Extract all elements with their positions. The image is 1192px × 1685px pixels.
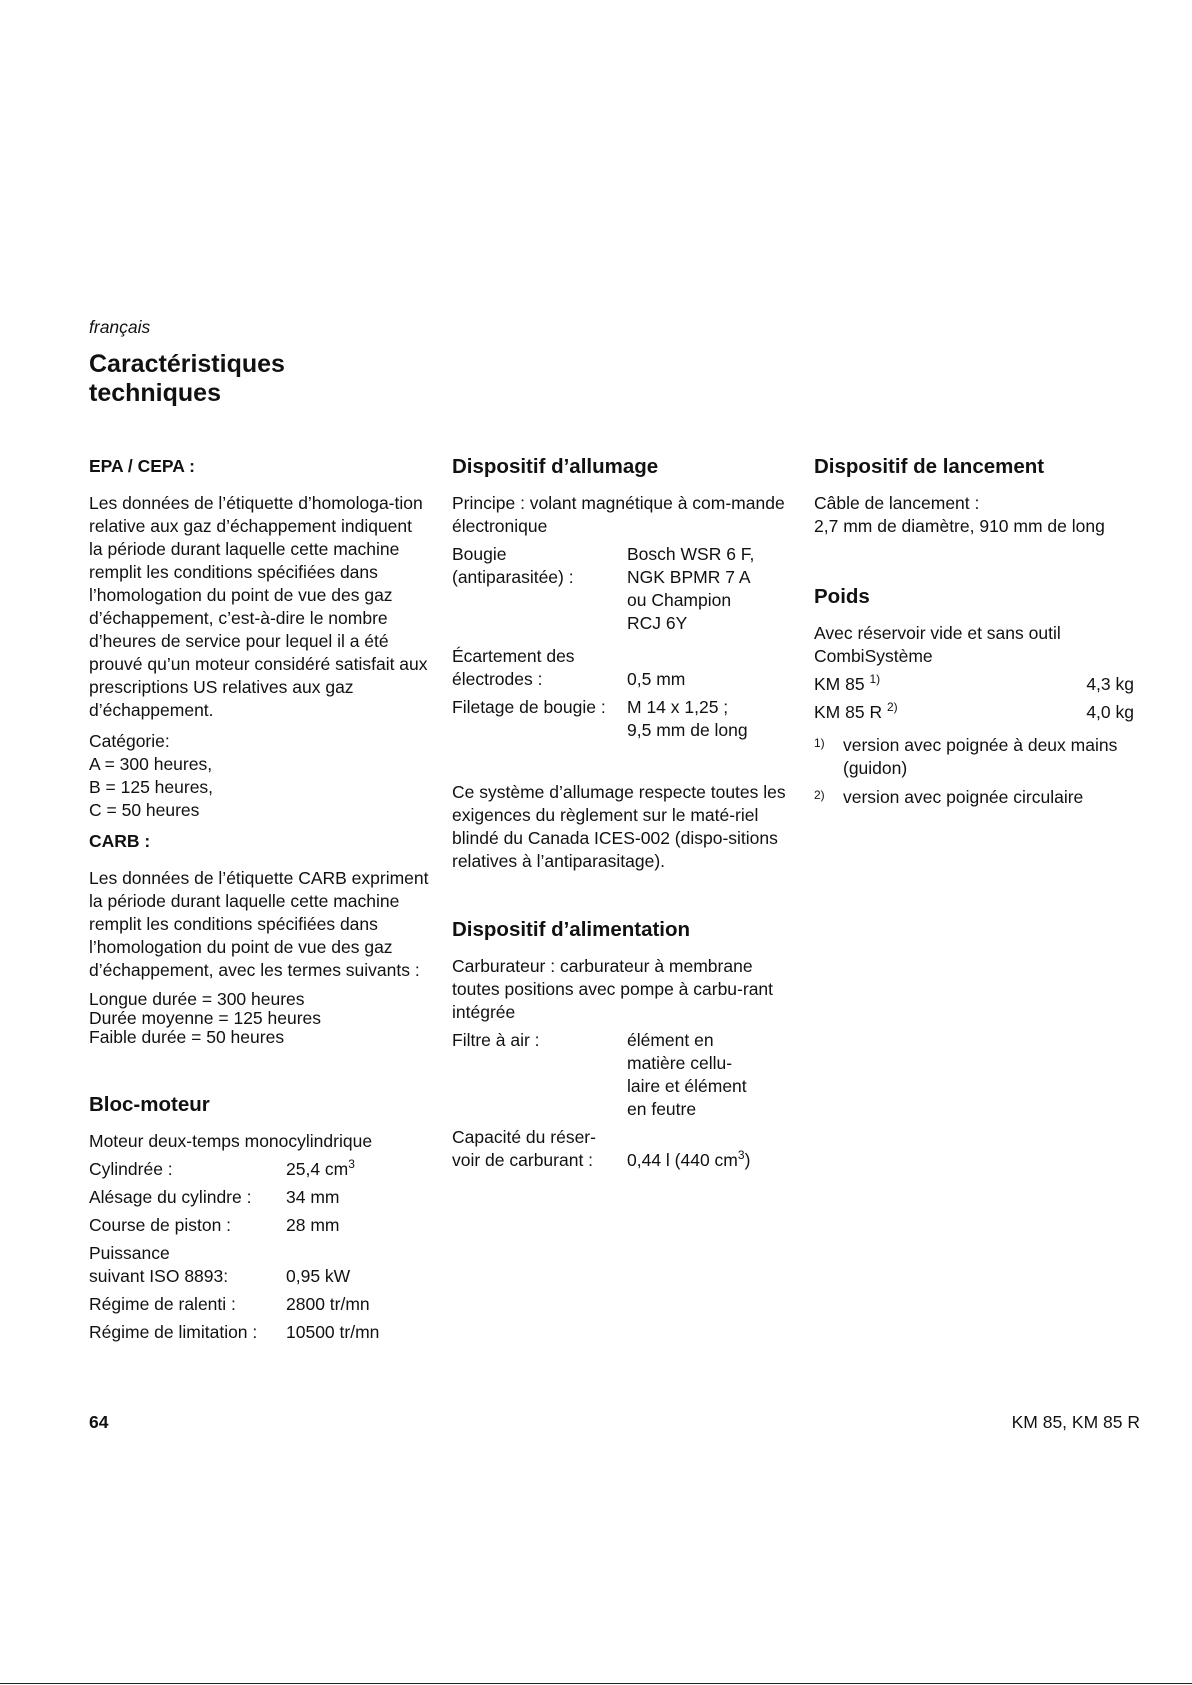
spec-value: 25,4 $cm^3$ <box>286 1157 355 1179</box>
carb-text: Les données de l’étiquette CARB expriment la période durant laquelle cette machine remplit les conditions spécifiées dans l’homologation du point de vue des gaz d’échappement, avec les termes suivants : <box>89 868 429 980</box>
spec-label-power: Puissance <box>89 1243 170 1263</box>
column-3 <box>814 455 1154 815</box>
ignition-principle: Principe : volant magnétique à com-mande électronique <box>452 493 785 536</box>
spark-label: Bougie <box>452 544 507 564</box>
thread-value: M 14 x 1,25 ; <box>627 697 729 717</box>
spec-value: 10500 tr/mn <box>286 1322 380 1342</box>
footnote-2 <box>814 786 1154 809</box>
category-line: Catégorie: <box>89 731 170 751</box>
spec-row-bore <box>89 1186 429 1209</box>
spec-value: 2800 tr/mn <box>286 1294 370 1314</box>
bottom-rule <box>0 1683 1192 1684</box>
filter-value: en feutre <box>627 1099 697 1119</box>
ices-text: Ce système d’allumage respecte toutes les exigences du règlement sur le maté-riel blindé du Canada ICES-002 (dispo-sitions relatives à l’antiparasitage). <box>452 782 786 871</box>
engine-heading: Bloc-moteur <box>89 1093 210 1116</box>
spec-label: Cylindrée : <box>89 1159 173 1179</box>
tank-label: Capacité du réser- <box>452 1127 596 1147</box>
spark-value: ou Champion <box>627 590 732 610</box>
duration-line: Longue durée = 300 heures <box>89 989 305 1009</box>
footnote-text: version avec poignée circulaire <box>843 787 1084 807</box>
duration-line: Faible durée = 50 heures <box>89 1027 285 1047</box>
spec-row-stroke <box>89 1214 429 1237</box>
spark-label: (antiparasitée) : <box>452 567 574 587</box>
column-2 <box>452 455 792 1177</box>
gap-value: 0,5 mm <box>627 669 686 689</box>
footnote-text: version avec poignée à deux mains (guidon) <box>843 735 1118 778</box>
title-line-1: Caractéristiques <box>89 350 285 378</box>
filter-label: Filtre à air : <box>452 1030 540 1050</box>
spec-row-power <box>89 1265 429 1288</box>
weight-label: KM 85 R $^{2)}$ <box>814 700 898 722</box>
spec-value: 0,95 kW <box>286 1266 351 1286</box>
epa-heading: EPA / CEPA : <box>89 456 195 476</box>
spark-value: Bosch WSR 6 F, <box>627 544 755 564</box>
weight-intro: Avec réservoir vide et sans outil CombiSystème <box>814 623 1061 666</box>
category-line: C = 50 heures <box>89 800 200 820</box>
ignition-heading: Dispositif d’allumage <box>452 455 659 478</box>
filter-row <box>452 1029 792 1121</box>
footnote-marker: 1) <box>814 736 825 750</box>
category-block <box>89 730 429 822</box>
footnote-1 <box>814 734 1154 780</box>
epa-text: Les données de l’étiquette d’homologa-tion relative aux gaz d’échappement indiquent la période durant laquelle cette machine remplit les conditions spécifiées dans l’homologation du point de vue des gaz d’échappement, c’est-à-dire le nombre d’heures de service pour lequel il a été prouvé qu’un moteur considéré satisfait aux prescriptions US relatives aux gaz d’échappement. <box>89 493 428 720</box>
spec-row-limit <box>89 1321 429 1344</box>
carburetor-text: Carburateur : carburateur à membrane toutes positions avec pompe à carbu-rant intégrée <box>452 956 774 1022</box>
carb-heading: CARB : <box>89 831 151 851</box>
page-number: 64 <box>89 1412 109 1432</box>
gap-row <box>452 668 792 691</box>
spark-value: NGK BPMR 7 A <box>627 567 751 587</box>
start-text <box>814 492 1154 538</box>
weight-row-km85 <box>814 673 1154 696</box>
category-line: A = 300 heures, <box>89 754 213 774</box>
column-1 <box>89 455 429 1349</box>
tank-value: 0,44 l (440 $cm^3$) <box>627 1148 751 1170</box>
start-line: 2,7 mm de diamètre, 910 mm de long <box>814 516 1105 536</box>
spec-label: suivant ISO 8893: <box>89 1266 229 1286</box>
start-line: Câble de lancement : <box>814 493 980 513</box>
duration-block <box>89 990 429 1047</box>
weight-value: 4,0 kg <box>1086 702 1134 722</box>
filter-value: élément en <box>627 1030 714 1050</box>
thread-label: Filetage de bougie : <box>452 697 606 717</box>
filter-value: laire et élément <box>627 1076 747 1096</box>
spec-label: Course de piston : <box>89 1215 232 1235</box>
model-label: KM 85, KM 85 R <box>1011 1412 1140 1432</box>
tank-label: voir de carburant : <box>452 1150 594 1170</box>
spark-value: RCJ 6Y <box>627 613 688 633</box>
gap-label: Écartement des <box>452 646 575 666</box>
weight-value: 4,3 kg <box>1086 674 1134 694</box>
thread-value: 9,5 mm de long <box>627 720 748 740</box>
weight-row-km85r <box>814 701 1154 724</box>
thread-row <box>452 696 792 742</box>
spec-value: 34 mm <box>286 1187 340 1207</box>
spark-plug-row <box>452 543 792 635</box>
language-label: français <box>89 317 151 337</box>
weight-label: KM 85 $^{1)}$ <box>814 672 881 694</box>
spec-label: Régime de ralenti : <box>89 1294 236 1314</box>
fuel-heading: Dispositif d’alimentation <box>452 918 691 941</box>
spec-label: Régime de limitation : <box>89 1322 258 1342</box>
spec-label: Alésage du cylindre : <box>89 1187 252 1207</box>
gap-label: électrodes : <box>452 669 543 689</box>
duration-line: Durée moyenne = 125 heures <box>89 1008 322 1028</box>
spec-row-displacement <box>89 1158 429 1181</box>
weight-heading: Poids <box>814 585 870 608</box>
footnote-marker: 2) <box>814 788 825 802</box>
spec-row-idle <box>89 1293 429 1316</box>
category-line: B = 125 heures, <box>89 777 214 797</box>
start-heading: Dispositif de lancement <box>814 455 1045 478</box>
filter-value: matière cellu- <box>627 1053 733 1073</box>
engine-type: Moteur deux-temps monocylindrique <box>89 1131 373 1151</box>
spec-value: 28 mm <box>286 1215 340 1235</box>
tank-row <box>452 1149 792 1172</box>
title-line-2: techniques <box>89 379 221 407</box>
page-title <box>89 350 285 408</box>
